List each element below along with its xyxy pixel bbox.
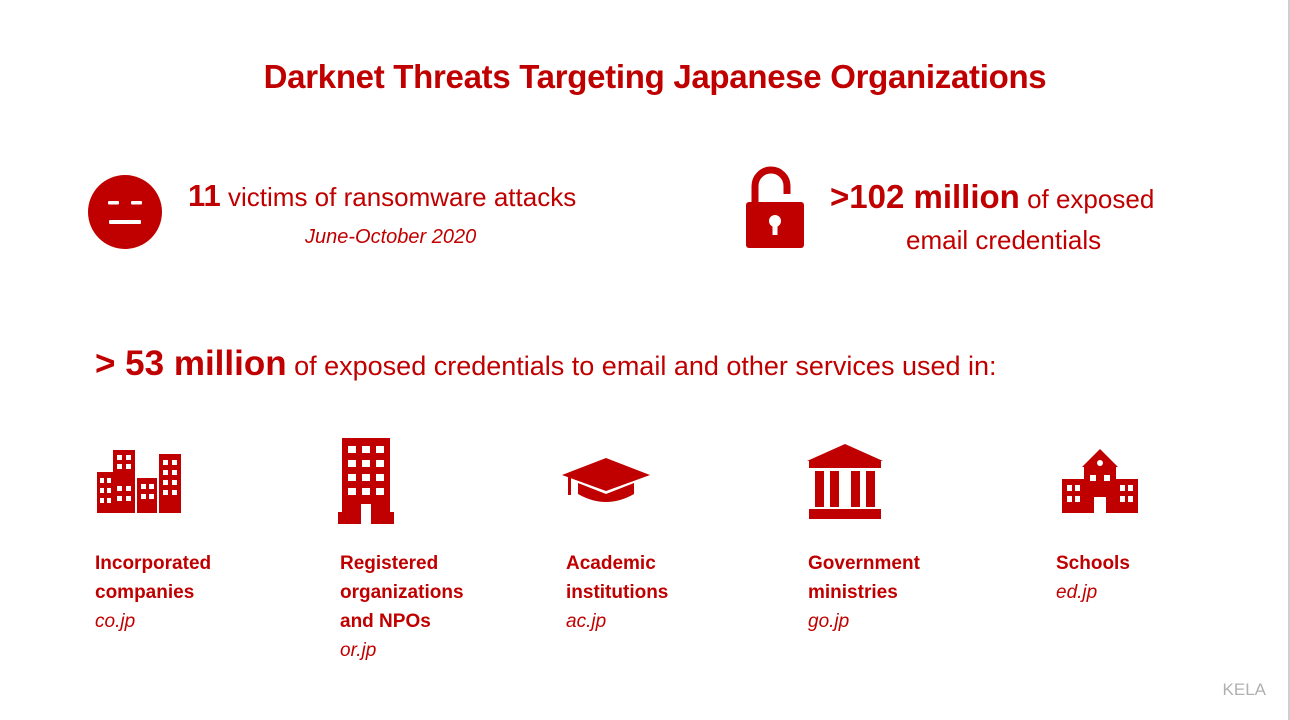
- category-registered-organizations: [340, 549, 464, 665]
- email-credentials-stat: [830, 178, 1154, 216]
- services-credentials-count: > 53 million: [95, 344, 287, 383]
- category-domain: co.jp: [95, 611, 136, 632]
- services-credentials-stat: [95, 344, 997, 384]
- school-building-icon: [1062, 449, 1138, 513]
- category-label-line: and NPOs: [340, 611, 431, 632]
- category-domain: or.jp: [340, 640, 377, 661]
- services-credentials-text: of exposed credentials to email and other services used in:: [286, 351, 997, 381]
- category-domain: ed.jp: [1056, 582, 1098, 603]
- category-label-line: Incorporated: [95, 553, 212, 574]
- open-padlock-icon: [746, 166, 804, 248]
- category-label-line: ministries: [808, 582, 898, 603]
- category-academic-institutions: [566, 549, 668, 636]
- tall-building-icon: [338, 438, 394, 524]
- ransomware-count: 11: [188, 178, 221, 213]
- category-label-line: Government: [808, 553, 920, 574]
- category-label-line: Academic: [566, 553, 656, 574]
- category-label-line: Schools: [1056, 553, 1130, 574]
- graduation-cap-icon: [562, 458, 650, 504]
- footer-brand: KELA: [1222, 680, 1266, 699]
- government-building-icon: [807, 444, 883, 519]
- email-credentials-text-line2: email credentials: [906, 225, 1102, 255]
- email-credentials-text: of exposed: [1019, 184, 1155, 214]
- category-label-line: companies: [95, 582, 195, 603]
- category-label-line: Registered: [340, 553, 439, 574]
- category-incorporated-companies: [95, 549, 211, 636]
- ransomware-text: victims of ransomware attacks: [220, 182, 577, 212]
- category-schools: [1056, 549, 1130, 607]
- neutral-face-icon: [88, 175, 162, 249]
- category-domain: go.jp: [808, 611, 850, 632]
- office-buildings-icon: [97, 450, 181, 513]
- email-credentials-count: >102 million: [830, 178, 1020, 215]
- category-label-line: institutions: [566, 582, 669, 603]
- category-label-line: organizations: [340, 582, 464, 603]
- ransomware-period: June-October 2020: [305, 226, 477, 248]
- category-government-ministries: [808, 549, 920, 636]
- category-domain: ac.jp: [566, 611, 607, 632]
- ransomware-stat: [188, 178, 576, 214]
- page-title: Darknet Threats Targeting Japanese Organizations: [263, 58, 1047, 95]
